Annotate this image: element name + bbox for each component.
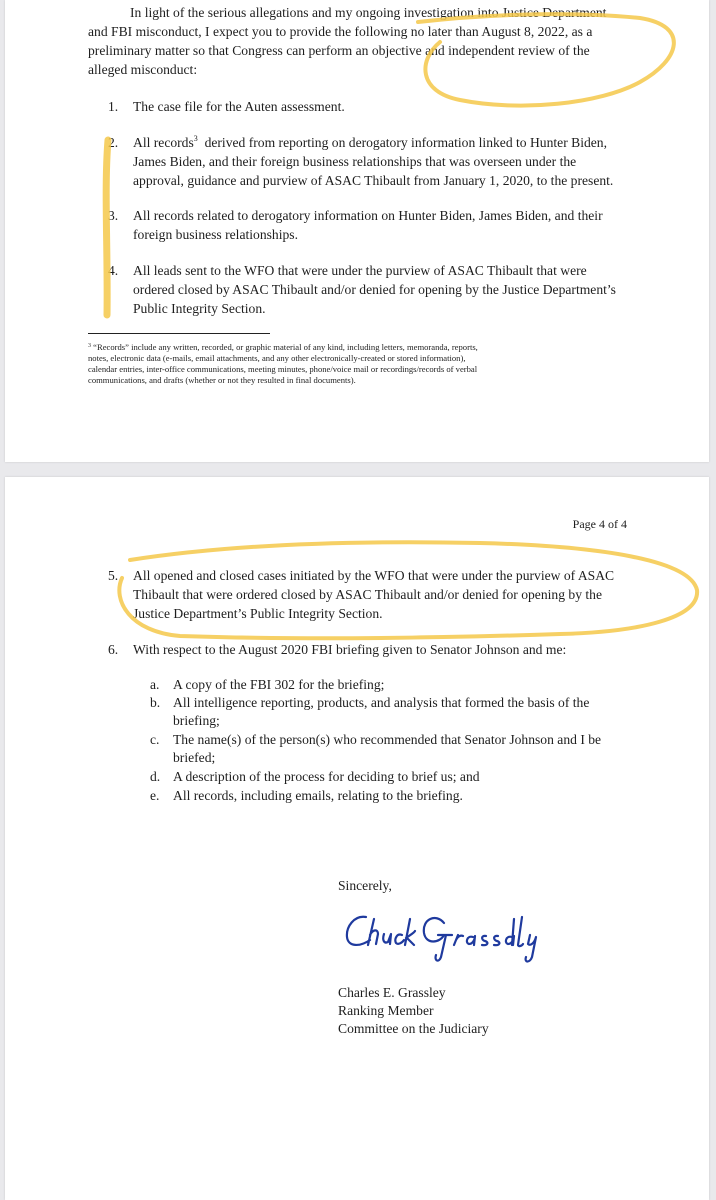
- item-line: approval, guidance and purview of ASAC Thibault from January 1, 2020, to the present.: [133, 173, 614, 188]
- item-text: All records: [133, 135, 194, 150]
- letter-page-3: [5, 0, 709, 462]
- footnote-divider: [88, 333, 270, 334]
- item-line: ordered closed by ASAC Thibault and/or denied for opening by the Justice Department’s: [133, 282, 616, 297]
- footnote-text: “Records” include any written, recorded, or graphic material of any kind, including letters, memoranda, reports,: [93, 342, 478, 352]
- subitem-line: A description of the process for deciding to brief us; and: [173, 769, 480, 784]
- subitem-line: briefed;: [173, 750, 216, 766]
- item-number: 6.: [108, 642, 119, 657]
- signature: [340, 907, 560, 972]
- page-number: Page 4 of 4: [572, 517, 627, 531]
- item-line: Justice Department’s Public Integrity Section.: [133, 606, 383, 621]
- item-line: All opened and closed cases initiated by the WFO that were under the purview of ASAC: [133, 568, 615, 583]
- subitem-letter: d.: [150, 769, 161, 784]
- closing: Sincerely,: [338, 878, 392, 893]
- item-number: 4.: [108, 263, 119, 278]
- letter-page-4: [5, 477, 709, 1200]
- item-line: The case file for the Auten assessment.: [133, 99, 345, 114]
- footnote: [88, 342, 588, 386]
- signer-title: Ranking Member: [338, 1003, 434, 1018]
- item-line: Public Integrity Section.: [133, 301, 266, 316]
- intro-paragraph: In light of the serious allegations and my ongoing investigation into Justice Department and FBI misconduct, I expect you to provide the following no later than August 8, 2022, as a preliminary matter so that Congress can perform an objective and independent review of the alleged misconduct:: [88, 5, 607, 77]
- signer-name: Charles E. Grassley: [338, 985, 446, 1000]
- footnote-ref: 3: [193, 134, 198, 143]
- item-number: 3.: [108, 208, 119, 223]
- item-line: [133, 133, 607, 152]
- footnote-line: calendar entries, inter-office communications, meeting minutes, phone/voice mail or recordings/records of verbal: [88, 364, 478, 374]
- item-line: All records related to derogatory information on Hunter Biden, James Biden, and their: [133, 208, 603, 223]
- subitem-line: briefing;: [173, 713, 220, 729]
- footnote-line: notes, electronic data (e-mails, email attachments, and any other electronically-created or stored information),: [88, 353, 466, 363]
- item-line: All leads sent to the WFO that were under the purview of ASAC Thibault that were: [133, 263, 587, 278]
- item-line: James Biden, and their foreign business relationships that was overseen under the: [133, 154, 577, 169]
- subitem-letter: a.: [150, 677, 160, 692]
- item-number: 2.: [108, 135, 119, 150]
- subitem-letter: c.: [150, 732, 160, 747]
- item-text: derived from reporting on derogatory information linked to Hunter Biden,: [197, 135, 608, 150]
- signer-committee: Committee on the Judiciary: [338, 1021, 489, 1036]
- item-line: foreign business relationships.: [133, 227, 298, 242]
- subitem-letter: e.: [150, 788, 160, 803]
- item-line: With respect to the August 2020 FBI briefing given to Senator Johnson and me:: [133, 642, 567, 657]
- footnote-line: communications, and drafts (whether or not they resulted in final documents).: [88, 375, 356, 385]
- subitem-line: The name(s) of the person(s) who recommended that Senator Johnson and I be: [173, 732, 602, 747]
- subitem-line: A copy of the FBI 302 for the briefing;: [173, 677, 385, 692]
- subitem-line: All records, including emails, relating to the briefing.: [173, 788, 463, 803]
- item-line: Thibault that were ordered closed by ASAC Thibault and/or denied for opening by the: [133, 587, 602, 602]
- item-number: 1.: [108, 99, 119, 114]
- footnote-line: [88, 342, 588, 353]
- footnote-marker: 3: [88, 343, 91, 349]
- item-number: 5.: [108, 568, 119, 583]
- subitem-letter: b.: [150, 695, 161, 710]
- subitem-line: All intelligence reporting, products, and analysis that formed the basis of the: [173, 695, 590, 710]
